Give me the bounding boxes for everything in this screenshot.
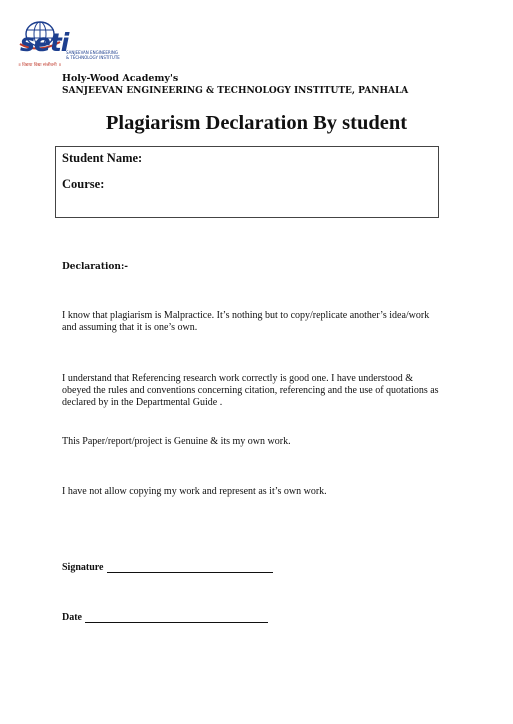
logo-motto: ॥ विद्यया विद्या संजीवनी ॥ — [18, 63, 61, 68]
declaration-paragraph: I have not allow copying my work and represent as it’s own work. — [62, 486, 327, 497]
date-line[interactable] — [85, 612, 268, 623]
institute-logo — [14, 20, 120, 70]
signature-label: Signature — [62, 562, 104, 573]
student-info-box — [55, 146, 439, 218]
logo-subtitle-line1: SANJEEVAN ENGINEERING — [66, 50, 118, 55]
institute-name: SANJEEVAN ENGINEERING & TECHNOLOGY INSTITUTE, PANHALA — [62, 86, 409, 96]
student-name-label: Student Name: — [62, 151, 143, 165]
academy-name: Holy-Wood Academy's — [62, 73, 179, 84]
course-label: Course: — [62, 177, 105, 191]
logo-wordmark: seti — [20, 28, 69, 57]
declaration-paragraph: This Paper/report/project is Genuine & its my own work. — [62, 436, 291, 447]
date-field — [62, 612, 268, 623]
page-title: Plagiarism Declaration By student — [105, 112, 408, 134]
signature-field — [62, 562, 273, 573]
declaration-heading: Declaration:- — [62, 262, 129, 272]
date-label: Date — [62, 612, 82, 623]
logo-subtitle-line2: & TECHNOLOGY INSTITUTE — [66, 55, 120, 60]
signature-line[interactable] — [107, 562, 273, 573]
declaration-paragraph: I understand that Referencing research work correctly is good one. I have understood & obeyed the rules and conventions concerning citation, referencing and the use of quotations as declared by in the Departmental Guide . — [62, 373, 439, 408]
declaration-paragraph: I know that plagiarism is Malpractice. It’s nothing but to copy/replicate another’s idea/work and assuming that it is one’s own. — [62, 310, 430, 333]
